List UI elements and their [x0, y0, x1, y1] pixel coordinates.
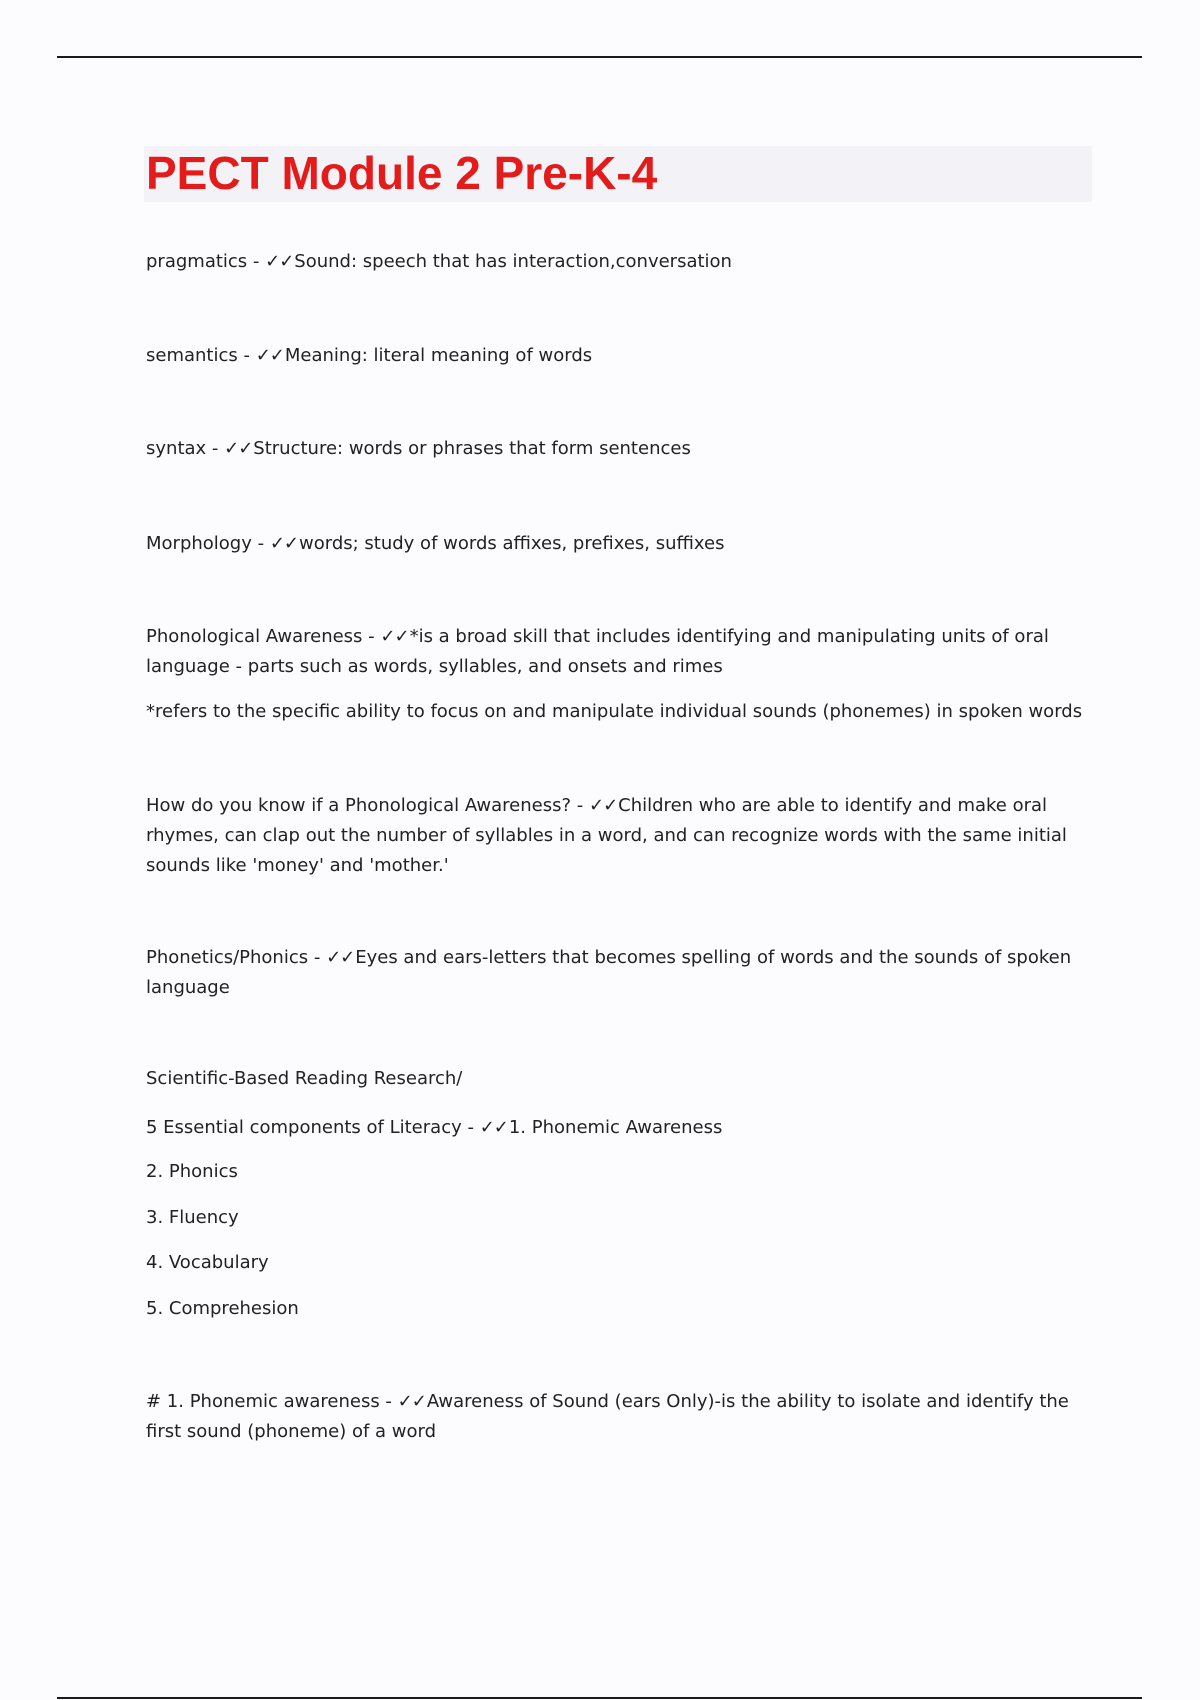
document-title: PECT Module 2 Pre-K-4 [146, 147, 658, 199]
footer-rule [57, 1697, 1142, 1699]
entry-how-to-know [146, 791, 1086, 881]
double-check-icon: ✓✓ [224, 438, 253, 459]
term: Morphology - [146, 533, 270, 554]
entry-morphology [146, 529, 1086, 559]
list-item: 4. Vocabulary [146, 1252, 269, 1273]
double-check-icon: ✓✓ [269, 533, 298, 554]
entry-phonemic-awareness [146, 1387, 1086, 1447]
list-item: 5. Comprehesion [146, 1298, 299, 1319]
term: # 1. Phonemic awareness - [146, 1391, 398, 1412]
term: syntax - [146, 438, 225, 459]
definition: *is a broad skill that includes identifying and manipulating units of oral language - parts such as words, syllables, and onsets and rimes [146, 626, 1049, 677]
header-rule [57, 56, 1142, 58]
double-check-icon: ✓✓ [479, 1117, 508, 1138]
definition: Meaning: literal meaning of words [284, 345, 593, 366]
entry-phonological-awareness [146, 622, 1086, 682]
definition: 1. Phonemic Awareness [508, 1117, 723, 1138]
term: Phonetics/Phonics - [146, 947, 327, 968]
entry-syntax [146, 434, 1086, 464]
list-item: 2. Phonics [146, 1161, 238, 1182]
double-check-icon: ✓✓ [255, 345, 284, 366]
entry-pragmatics [146, 247, 1086, 277]
term: semantics - [146, 345, 256, 366]
double-check-icon: ✓✓ [326, 947, 355, 968]
term: 5 Essential components of Literacy - [146, 1117, 480, 1138]
double-check-icon: ✓✓ [397, 1391, 426, 1412]
term: How do you know if a Phonological Awareness? - [146, 795, 589, 816]
definition: words; study of words affixes, prefixes, suffixes [299, 533, 725, 554]
entry-essential-components [146, 1113, 1086, 1143]
double-check-icon: ✓✓ [265, 251, 294, 272]
definition: Children who are able to identify and make oral rhymes, can clap out the number of syllables in a word, and can recognize words with the same initial sounds like 'money' and 'mother.' [146, 795, 1067, 876]
entry-sbrr-heading: Scientific-Based Reading Research/ [146, 1068, 463, 1089]
list-item: 3. Fluency [146, 1207, 239, 1228]
definition: Structure: words or phrases that form sentences [253, 438, 691, 459]
definition: Sound: speech that has interaction,conversation [294, 251, 732, 272]
term: pragmatics - [146, 251, 266, 272]
double-check-icon: ✓✓ [588, 795, 618, 816]
term: Phonological Awareness - [146, 626, 381, 647]
definition: Awareness of Sound (ears Only)-is the ability to isolate and identify the first sound (phoneme) of a word [146, 1391, 1069, 1442]
entry-phonological-note: *refers to the specific ability to focus on and manipulate individual sounds (phonemes) in spoken words [146, 701, 1083, 722]
definition: Eyes and ears-letters that becomes spelling of words and the sounds of spoken language [146, 947, 1072, 998]
entry-phonics [146, 943, 1086, 1003]
double-check-icon: ✓✓ [380, 626, 409, 647]
entry-semantics [146, 341, 1086, 371]
